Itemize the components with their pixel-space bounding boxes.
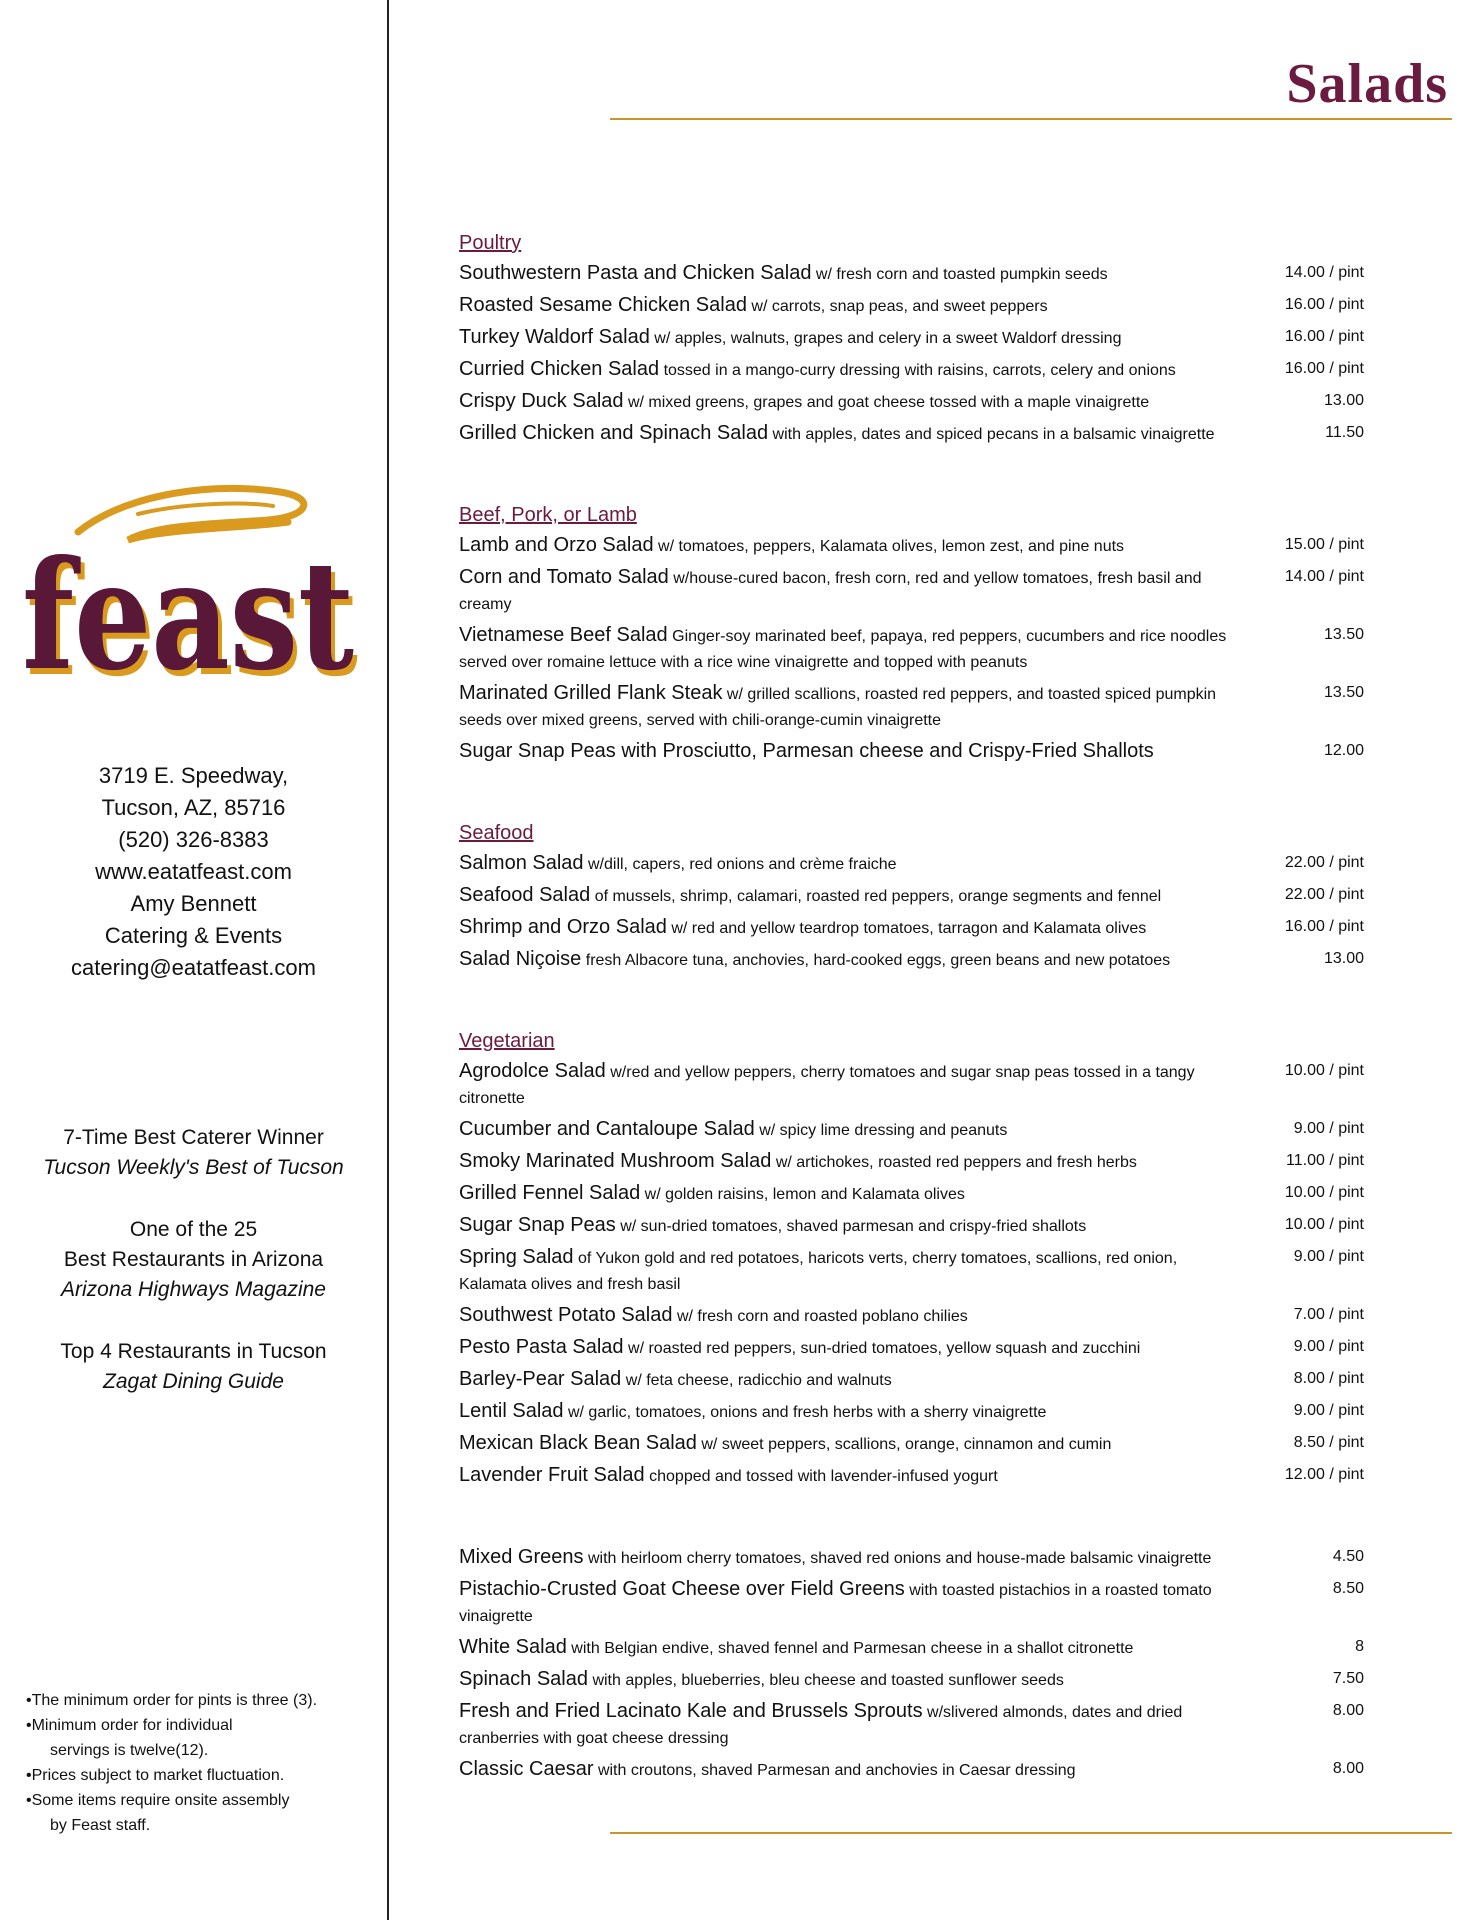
menu-item-price: 9.00 / pint (1293, 1248, 1364, 1265)
menu-item (459, 736, 1364, 768)
menu-item (459, 1396, 1364, 1428)
menu-item (459, 1146, 1364, 1178)
menu-item-price: 13.50 (1323, 684, 1364, 701)
menu-item-name: Sugar Snap Peas (459, 1214, 616, 1236)
menu-item-text (459, 912, 1249, 944)
menu-item-name: Crispy Duck Salad (459, 390, 624, 412)
menu-item-name: Corn and Tomato Salad (459, 566, 669, 588)
menu-item-text (459, 1364, 1249, 1396)
menu-item-text (459, 1114, 1249, 1146)
menu-item-description: w/ grilled scallions, roasted red peppers, and toasted spiced pumpkin seeds over mixed greens, served with chili-orange-cumin vinaigrette (459, 686, 1217, 729)
menu-item (459, 530, 1364, 562)
menu-item-price: 9.00 / pint (1293, 1338, 1364, 1355)
menu-item-description: with Belgian endive, shaved fennel and Parmesan cheese in a shallot citronette (571, 1640, 1134, 1657)
award-source: Zagat Dining Guide (103, 1370, 284, 1393)
menu-item-description: with apples, blueberries, bleu cheese and toasted sunflower seeds (592, 1672, 1064, 1689)
menu-item-price: 14.00 / pint (1284, 568, 1364, 585)
menu-item-price: 16.00 / pint (1284, 296, 1364, 313)
menu-item-text (459, 1664, 1249, 1696)
menu-item-text (459, 354, 1249, 386)
menu-item-text (459, 1754, 1249, 1786)
menu-item-price: 8.00 / pint (1293, 1370, 1364, 1387)
menu-item-text (459, 880, 1249, 912)
menu-item (459, 354, 1364, 386)
menu-item-name: Grilled Chicken and Spinach Salad (459, 422, 769, 444)
menu-item-description: of Yukon gold and red potatoes, haricots verts, cherry tomatoes, scallions, red onion, Kalamata olives and fresh basil (459, 1250, 1178, 1293)
menu-item-name: Sugar Snap Peas with Prosciutto, Parmesan cheese and Crispy-Fried Shallots (459, 740, 1154, 762)
menu-item-text (459, 1574, 1249, 1632)
menu-item-text (459, 848, 1249, 880)
section-heading: Vegetarian (459, 1030, 555, 1052)
menu-item (459, 912, 1364, 944)
menu-item-description: w/ mixed greens, grapes and goat cheese tossed with a maple vinaigrette (627, 394, 1150, 411)
menu-item-price: 4.50 (1332, 1548, 1364, 1565)
menu-item-text (459, 1056, 1249, 1114)
note-item: •Prices subject to market fluctuation. (26, 1767, 285, 1784)
contact-person: Amy Bennett (130, 891, 257, 916)
spacer (459, 476, 1364, 500)
menu-item (459, 1056, 1364, 1114)
contact-address-street: 3719 E. Speedway, (98, 763, 289, 788)
footer-rule (610, 1832, 1452, 1834)
section-heading: Beef, Pork, or Lamb (459, 504, 637, 526)
menu-item-description: with heirloom cherry tomatoes, shaved red onions and house-made balsamic vinaigrette (587, 1550, 1212, 1567)
menu-item (459, 386, 1364, 418)
note-item: •The minimum order for pints is three (3). (26, 1692, 318, 1709)
menu-item-name: Mexican Black Bean Salad (459, 1432, 697, 1454)
menu-item (459, 944, 1364, 976)
award-line: Best Restaurants in Arizona (63, 1248, 324, 1271)
menu-item-name: White Salad (459, 1636, 567, 1658)
menu-item-text (459, 678, 1249, 736)
section-seafood (459, 818, 1364, 976)
menu-item-name: Seafood Salad (459, 884, 591, 906)
menu-item-description: w/ roasted red peppers, sun-dried tomatoes, yellow squash and zucchini (628, 1340, 1141, 1357)
menu-item-text (459, 386, 1249, 418)
feast-logo (18, 462, 370, 702)
menu-item-name: Fresh and Fried Lacinato Kale and Brussels Sprouts (459, 1700, 923, 1722)
menu-item-description: w/ artichokes, roasted red peppers and fresh herbs (775, 1154, 1137, 1171)
menu-item (459, 418, 1364, 450)
menu-item-price: 13.00 (1323, 392, 1364, 409)
menu-item-description: tossed in a mango-curry dressing with raisins, carrots, celery and onions (663, 362, 1176, 379)
menu-item-description: w/house-cured bacon, fresh corn, red and yellow tomatoes, fresh basil and creamy (459, 570, 1202, 613)
menu-item-list (459, 258, 1364, 450)
menu-item-price: 7.50 (1332, 1670, 1364, 1687)
menu-item-description: w/ carrots, snap peas, and sweet peppers (751, 298, 1048, 315)
menu-item-name: Agrodolce Salad (459, 1060, 606, 1082)
note-item: •Minimum order for individual (26, 1717, 233, 1734)
contact-email-link[interactable]: catering@eatatfeast.com (71, 955, 316, 980)
section-heading: Seafood (459, 822, 534, 844)
sidebar-divider (387, 0, 389, 1920)
menu-item-price: 13.50 (1323, 626, 1364, 643)
section-poultry (459, 228, 1364, 450)
menu-item-price: 15.00 / pint (1284, 536, 1364, 553)
menu-item-name: Marinated Grilled Flank Steak (459, 682, 723, 704)
award-item (0, 1123, 387, 1183)
award-item (0, 1215, 387, 1305)
menu-item-price: 14.00 / pint (1284, 264, 1364, 281)
contact-department: Catering & Events (104, 923, 283, 948)
menu-item (459, 1428, 1364, 1460)
menu-item-text (459, 562, 1249, 620)
menu-item-text (459, 1428, 1249, 1460)
menu-item-name: Cucumber and Cantaloupe Salad (459, 1118, 755, 1140)
page-title: Salads (1286, 53, 1448, 115)
note-item-cont: by Feast staff. (50, 1817, 151, 1834)
menu-item-text (459, 620, 1249, 678)
menu-item-text (459, 258, 1249, 290)
contact-phone[interactable]: (520) 326-8383 (118, 827, 269, 852)
menu-item-description: w/ golden raisins, lemon and Kalamata olives (644, 1186, 965, 1203)
spacer (459, 1518, 1364, 1542)
menu-item-description: w/dill, capers, red onions and crème fraiche (587, 856, 897, 873)
menu-item-name: Classic Caesar (459, 1758, 594, 1780)
contact-address-city: Tucson, AZ, 85716 (101, 795, 286, 820)
menu-item-price: 8.00 (1332, 1702, 1364, 1719)
menu-item-text (459, 1210, 1249, 1242)
menu-item-text (459, 1146, 1249, 1178)
menu-item-description: of mussels, shrimp, calamari, roasted red peppers, orange segments and fennel (594, 888, 1162, 905)
menu-item-price: 16.00 / pint (1284, 328, 1364, 345)
menu-item-description: w/ sun-dried tomatoes, shaved parmesan and crispy-fried shallots (620, 1218, 1087, 1235)
menu-item-description: w/ red and yellow teardrop tomatoes, tarragon and Kalamata olives (671, 920, 1147, 937)
menu-item-price: 16.00 / pint (1284, 360, 1364, 377)
menu-item (459, 1696, 1364, 1754)
menu-item-name: Pesto Pasta Salad (459, 1336, 624, 1358)
menu-item-name: Southwestern Pasta and Chicken Salad (459, 262, 812, 284)
menu-item (459, 258, 1364, 290)
menu-item-price: 8.50 (1332, 1580, 1364, 1597)
menu-item (459, 1754, 1364, 1786)
menu-item (459, 1460, 1364, 1492)
menu-item-description: w/ spicy lime dressing and peanuts (759, 1122, 1008, 1139)
menu-item-name: Spring Salad (459, 1246, 574, 1268)
contact-info (0, 760, 387, 984)
menu-item (459, 1574, 1364, 1632)
award-line: 7-Time Best Caterer Winner (63, 1126, 324, 1149)
menu-item-price: 8.50 / pint (1293, 1434, 1364, 1451)
menu-item-price: 9.00 / pint (1293, 1120, 1364, 1137)
spacer (459, 1002, 1364, 1026)
menu-item-text (459, 1178, 1249, 1210)
menu-item-name: Barley-Pear Salad (459, 1368, 622, 1390)
menu-item-name: Lavender Fruit Salad (459, 1464, 645, 1486)
menu-item-text (459, 322, 1249, 354)
menu-item-price: 8.00 (1332, 1760, 1364, 1777)
menu-item (459, 1242, 1364, 1300)
menu-item (459, 1210, 1364, 1242)
order-notes (26, 1688, 376, 1838)
menu-item-description: w/ garlic, tomatoes, onions and fresh herbs with a sherry vinaigrette (567, 1404, 1047, 1421)
menu-item-description: w/ tomatoes, peppers, Kalamata olives, lemon zest, and pine nuts (658, 538, 1125, 555)
header-rule (610, 118, 1452, 120)
menu-item (459, 678, 1364, 736)
menu-item-price: 22.00 / pint (1284, 886, 1364, 903)
menu-item-list (459, 1542, 1364, 1786)
award-item (0, 1337, 387, 1397)
menu-item-name: Salmon Salad (459, 852, 584, 874)
menu-item-list (459, 1056, 1364, 1492)
menu-item-price: 11.50 (1325, 424, 1364, 441)
awards (0, 1123, 387, 1429)
menu-item-price: 8 (1355, 1638, 1364, 1655)
menu-item-text (459, 1396, 1249, 1428)
menu-content (459, 228, 1364, 1812)
menu-item-list (459, 848, 1364, 976)
menu-item (459, 1542, 1364, 1574)
menu-item-name: Mixed Greens (459, 1546, 584, 1568)
menu-item-description: chopped and tossed with lavender-infused yogurt (649, 1468, 998, 1485)
menu-item-text (459, 736, 1249, 768)
menu-item (459, 562, 1364, 620)
menu-item-name: Smoky Marinated Mushroom Salad (459, 1150, 772, 1172)
menu-item-price: 7.00 / pint (1293, 1306, 1364, 1323)
menu-item-name: Grilled Fennel Salad (459, 1182, 641, 1204)
note-item: •Some items require onsite assembly (26, 1792, 290, 1809)
menu-item-price: 22.00 / pint (1284, 854, 1364, 871)
menu-item-description: with croutons, shaved Parmesan and anchovies in Caesar dressing (597, 1762, 1076, 1779)
menu-item-description: w/ fresh corn and roasted poblano chilies (676, 1308, 968, 1325)
menu-item-name: Southwest Potato Salad (459, 1304, 673, 1326)
award-line: Top 4 Restaurants in Tucson (60, 1340, 327, 1363)
menu-item (459, 1664, 1364, 1696)
note-item-cont: servings is twelve(12). (50, 1742, 209, 1759)
menu-item-description: with toasted pistachios in a roasted tomato vinaigrette (459, 1582, 1212, 1625)
section-greens (459, 1542, 1364, 1786)
menu-item-name: Roasted Sesame Chicken Salad (459, 294, 747, 316)
menu-item-price: 12.00 (1323, 742, 1364, 759)
menu-item-description: w/slivered almonds, dates and dried cranberries with goat cheese dressing (459, 1704, 1183, 1747)
menu-item-name: Shrimp and Orzo Salad (459, 916, 667, 938)
logo-wordmark: feast (22, 528, 354, 702)
menu-item-list (459, 530, 1364, 768)
menu-item (459, 1178, 1364, 1210)
menu-item-description: Ginger-soy marinated beef, papaya, red peppers, cucumbers and rice noodles served over romaine lettuce with a rice wine vinaigrette and topped with peanuts (459, 628, 1227, 671)
menu-item-text (459, 1300, 1249, 1332)
menu-item (459, 1332, 1364, 1364)
menu-item-name: Lamb and Orzo Salad (459, 534, 654, 556)
section-heading: Poultry (459, 232, 522, 254)
menu-item-description: w/ feta cheese, radicchio and walnuts (625, 1372, 892, 1389)
menu-item (459, 848, 1364, 880)
menu-item-text (459, 1332, 1249, 1364)
menu-item-text (459, 418, 1249, 450)
menu-item-name: Pistachio-Crusted Goat Cheese over Field Greens (459, 1578, 905, 1600)
menu-item-price: 10.00 / pint (1284, 1216, 1364, 1233)
menu-item-description: w/ fresh corn and toasted pumpkin seeds (815, 266, 1108, 283)
menu-item-text (459, 1542, 1249, 1574)
menu-item (459, 880, 1364, 912)
menu-item-name: Spinach Salad (459, 1668, 588, 1690)
menu-item-text (459, 290, 1249, 322)
menu-item-price: 13.00 (1323, 950, 1364, 967)
menu-item (459, 290, 1364, 322)
menu-item-text (459, 1460, 1249, 1492)
section-beef-pork-lamb (459, 500, 1364, 768)
contact-website-link[interactable]: www.eatatfeast.com (95, 859, 292, 884)
menu-item-price: 9.00 / pint (1293, 1402, 1364, 1419)
menu-item-price: 11.00 / pint (1286, 1152, 1364, 1169)
menu-item (459, 1300, 1364, 1332)
menu-item-description: with apples, dates and spiced pecans in a balsamic vinaigrette (772, 426, 1215, 443)
menu-item (459, 1114, 1364, 1146)
award-source: Arizona Highways Magazine (61, 1278, 326, 1301)
section-vegetarian (459, 1026, 1364, 1492)
menu-item-name: Vietnamese Beef Salad (459, 624, 668, 646)
menu-item-text (459, 1696, 1249, 1754)
spacer (459, 794, 1364, 818)
menu-item (459, 1632, 1364, 1664)
menu-item (459, 1364, 1364, 1396)
menu-item-description: w/ sweet peppers, scallions, orange, cinnamon and cumin (701, 1436, 1112, 1453)
menu-item-description: w/red and yellow peppers, cherry tomatoes and sugar snap peas tossed in a tangy citronette (459, 1064, 1195, 1107)
menu-item-price: 12.00 / pint (1284, 1466, 1364, 1483)
menu-item-name: Curried Chicken Salad (459, 358, 660, 380)
menu-item-name: Turkey Waldorf Salad (459, 326, 650, 348)
menu-item-description: fresh Albacore tuna, anchovies, hard-cooked eggs, green beans and new potatoes (585, 952, 1171, 969)
menu-item-price: 16.00 / pint (1284, 918, 1364, 935)
menu-item (459, 620, 1364, 678)
steam-swirl-2 (138, 504, 273, 514)
logo-wordmark-shadow: feast (26, 534, 358, 702)
menu-item-text (459, 944, 1249, 976)
menu-item-name: Lentil Salad (459, 1400, 564, 1422)
menu-item-price: 10.00 / pint (1284, 1184, 1364, 1201)
award-line: One of the 25 (129, 1218, 258, 1241)
menu-item-text (459, 530, 1249, 562)
award-source: Tucson Weekly's Best of Tucson (43, 1156, 344, 1179)
menu-item-text (459, 1632, 1249, 1664)
menu-item-text (459, 1242, 1249, 1300)
menu-item-name: Salad Niçoise (459, 948, 582, 970)
menu-item-price: 10.00 / pint (1284, 1062, 1364, 1079)
menu-item (459, 322, 1364, 354)
menu-item-description: w/ apples, walnuts, grapes and celery in a sweet Waldorf dressing (654, 330, 1122, 347)
